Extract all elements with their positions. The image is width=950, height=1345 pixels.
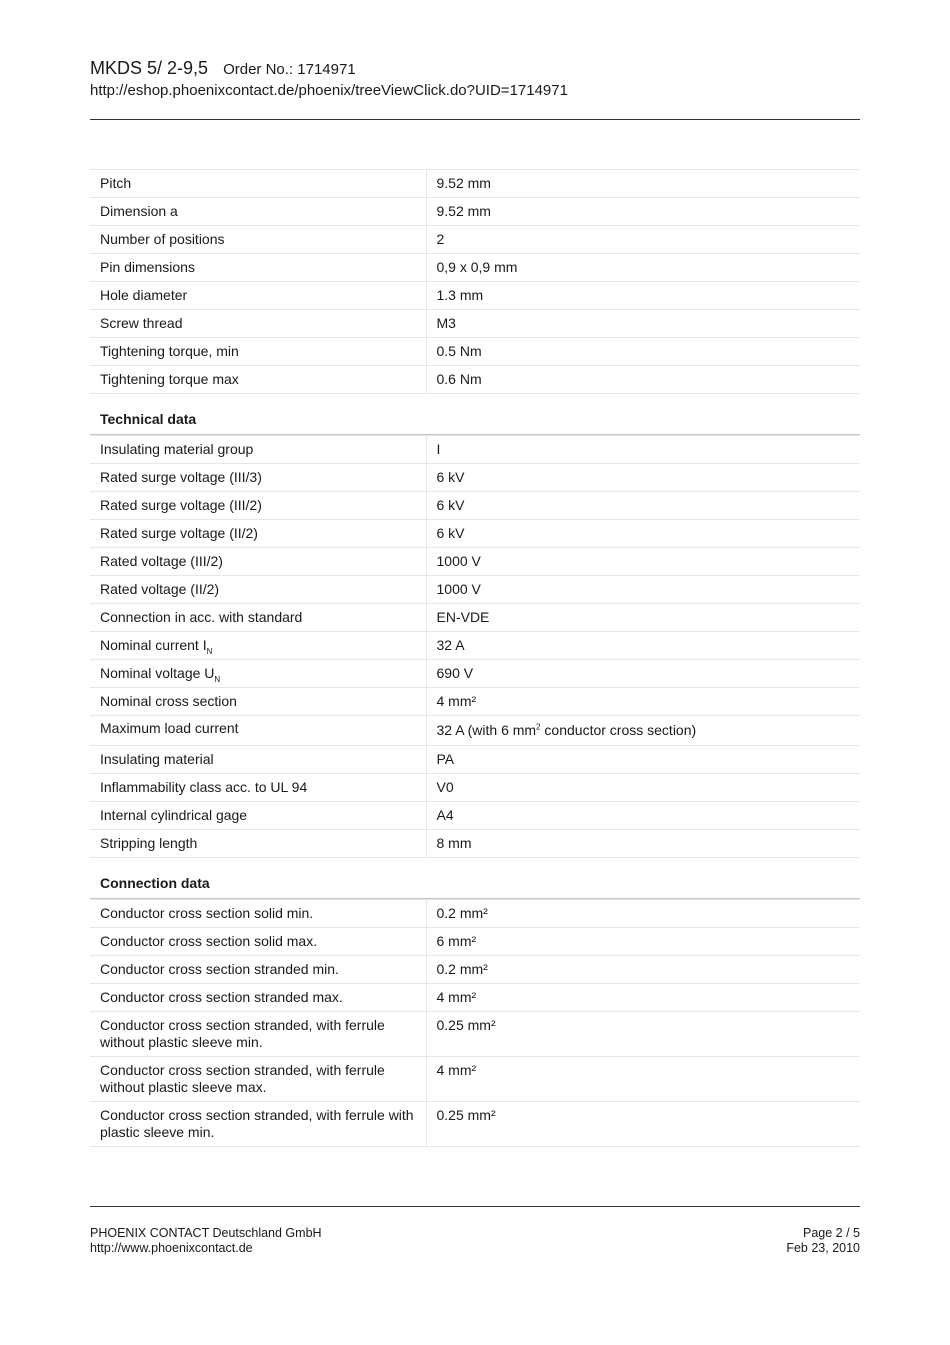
table-row	[90, 716, 860, 746]
row-value: 4 mm²	[426, 1057, 860, 1102]
row-label	[90, 660, 426, 688]
row-value	[426, 716, 860, 746]
row-value: 6 kV	[426, 520, 860, 548]
row-label: Nominal cross section	[90, 688, 426, 716]
row-value: 0.2 mm²	[426, 956, 860, 984]
row-label: Conductor cross section stranded, with ferrule with plastic sleeve min.	[90, 1102, 426, 1147]
max-load-value-end: conductor cross section)	[540, 722, 697, 738]
table-row	[90, 956, 860, 984]
row-value: 6 kV	[426, 464, 860, 492]
table-row	[90, 436, 860, 464]
table-row	[90, 338, 860, 366]
company-website[interactable]: http://www.phoenixcontact.de	[90, 1241, 253, 1255]
section-title-connection: Connection data	[90, 858, 860, 899]
row-value: 9.52 mm	[426, 198, 860, 226]
row-label: Stripping length	[90, 830, 426, 858]
row-value: PA	[426, 746, 860, 774]
row-label: Maximum load current	[90, 716, 426, 746]
row-value: 32 A	[426, 632, 860, 660]
row-label: Rated voltage (II/2)	[90, 576, 426, 604]
page-number: Page 2 / 5	[803, 1226, 860, 1240]
row-label: Conductor cross section stranded, with ferrule without plastic sleeve max.	[90, 1057, 426, 1102]
table-row	[90, 366, 860, 394]
row-label: Rated surge voltage (III/2)	[90, 492, 426, 520]
row-value: 690 V	[426, 660, 860, 688]
row-label: Inflammability class acc. to UL 94	[90, 774, 426, 802]
row-label: Conductor cross section stranded max.	[90, 984, 426, 1012]
row-label: Conductor cross section stranded, with ferrule without plastic sleeve min.	[90, 1012, 426, 1057]
row-value: 0.25 mm²	[426, 1012, 860, 1057]
order-label: Order No.:	[223, 61, 294, 78]
row-value: 9.52 mm	[426, 170, 860, 198]
row-value: 0.5 Nm	[426, 338, 860, 366]
spec-content	[90, 169, 860, 1147]
row-value: 1000 V	[426, 548, 860, 576]
table-row	[90, 984, 860, 1012]
row-label: Tightening torque max	[90, 366, 426, 394]
footer-left	[90, 1226, 322, 1256]
document-date: Feb 23, 2010	[786, 1241, 860, 1255]
table-row	[90, 928, 860, 956]
row-label: Screw thread	[90, 310, 426, 338]
table-row	[90, 830, 860, 858]
row-value: 6 kV	[426, 492, 860, 520]
row-value: M3	[426, 310, 860, 338]
company-name: PHOENIX CONTACT Deutschland GmbH	[90, 1226, 322, 1240]
row-label: Pin dimensions	[90, 254, 426, 282]
product-url[interactable]: http://eshop.phoenixcontact.de/phoenix/treeViewClick.do?UID=1714971	[90, 82, 568, 99]
table-row	[90, 802, 860, 830]
row-label: Rated surge voltage (III/3)	[90, 464, 426, 492]
table-row	[90, 660, 860, 688]
row-value: 6 mm²	[426, 928, 860, 956]
row-value: 1.3 mm	[426, 282, 860, 310]
table-row	[90, 310, 860, 338]
row-value: A4	[426, 802, 860, 830]
nominal-current-label: Nominal current I	[100, 637, 207, 653]
nominal-voltage-label: Nominal voltage U	[100, 665, 215, 681]
row-value: 0,9 x 0,9 mm	[426, 254, 860, 282]
table-row	[90, 282, 860, 310]
row-label: Conductor cross section stranded min.	[90, 956, 426, 984]
row-value: I	[426, 436, 860, 464]
table-row	[90, 548, 860, 576]
row-value: 0.25 mm²	[426, 1102, 860, 1147]
max-load-value: 32 A (with 6 mm	[436, 722, 537, 738]
table-row	[90, 1012, 860, 1057]
row-value: 1000 V	[426, 576, 860, 604]
row-label: Insulating material	[90, 746, 426, 774]
table-row	[90, 198, 860, 226]
footer-divider	[90, 1206, 860, 1207]
table-row	[90, 170, 860, 198]
table-row	[90, 688, 860, 716]
subscript: N	[206, 646, 213, 656]
table-row	[90, 604, 860, 632]
footer-right	[786, 1226, 860, 1256]
row-label: Pitch	[90, 170, 426, 198]
general-table	[90, 169, 860, 394]
row-value: 8 mm	[426, 830, 860, 858]
row-label: Connection in acc. with standard	[90, 604, 426, 632]
table-row	[90, 464, 860, 492]
table-row	[90, 254, 860, 282]
row-label: Rated surge voltage (II/2)	[90, 520, 426, 548]
table-row	[90, 226, 860, 254]
table-row	[90, 576, 860, 604]
row-label: Hole diameter	[90, 282, 426, 310]
table-row	[90, 746, 860, 774]
row-value: V0	[426, 774, 860, 802]
table-row	[90, 520, 860, 548]
row-label: Tightening torque, min	[90, 338, 426, 366]
superscript: 2	[536, 722, 541, 732]
section-title-technical: Technical data	[90, 394, 860, 435]
table-row	[90, 1102, 860, 1147]
row-value: EN-VDE	[426, 604, 860, 632]
title-line	[90, 57, 860, 81]
row-label: Conductor cross section solid min.	[90, 900, 426, 928]
technical-table	[90, 435, 860, 858]
table-row	[90, 900, 860, 928]
table-row	[90, 774, 860, 802]
row-label: Internal cylindrical gage	[90, 802, 426, 830]
row-label: Number of positions	[90, 226, 426, 254]
row-value: 4 mm²	[426, 984, 860, 1012]
order-number-label	[223, 61, 356, 78]
order-number: 1714971	[297, 61, 356, 78]
row-label	[90, 632, 426, 660]
row-value: 2	[426, 226, 860, 254]
table-row	[90, 1057, 860, 1102]
connection-table	[90, 899, 860, 1147]
header-divider	[90, 119, 860, 120]
row-label: Conductor cross section solid max.	[90, 928, 426, 956]
page-header	[90, 57, 860, 101]
row-value: 0.6 Nm	[426, 366, 860, 394]
row-label: Dimension a	[90, 198, 426, 226]
row-label: Insulating material group	[90, 436, 426, 464]
row-label: Rated voltage (III/2)	[90, 548, 426, 576]
table-row	[90, 492, 860, 520]
subscript: N	[214, 674, 221, 684]
product-name: MKDS 5/ 2-9,5	[90, 58, 209, 78]
row-value: 0.2 mm²	[426, 900, 860, 928]
row-value: 4 mm²	[426, 688, 860, 716]
table-row	[90, 632, 860, 660]
